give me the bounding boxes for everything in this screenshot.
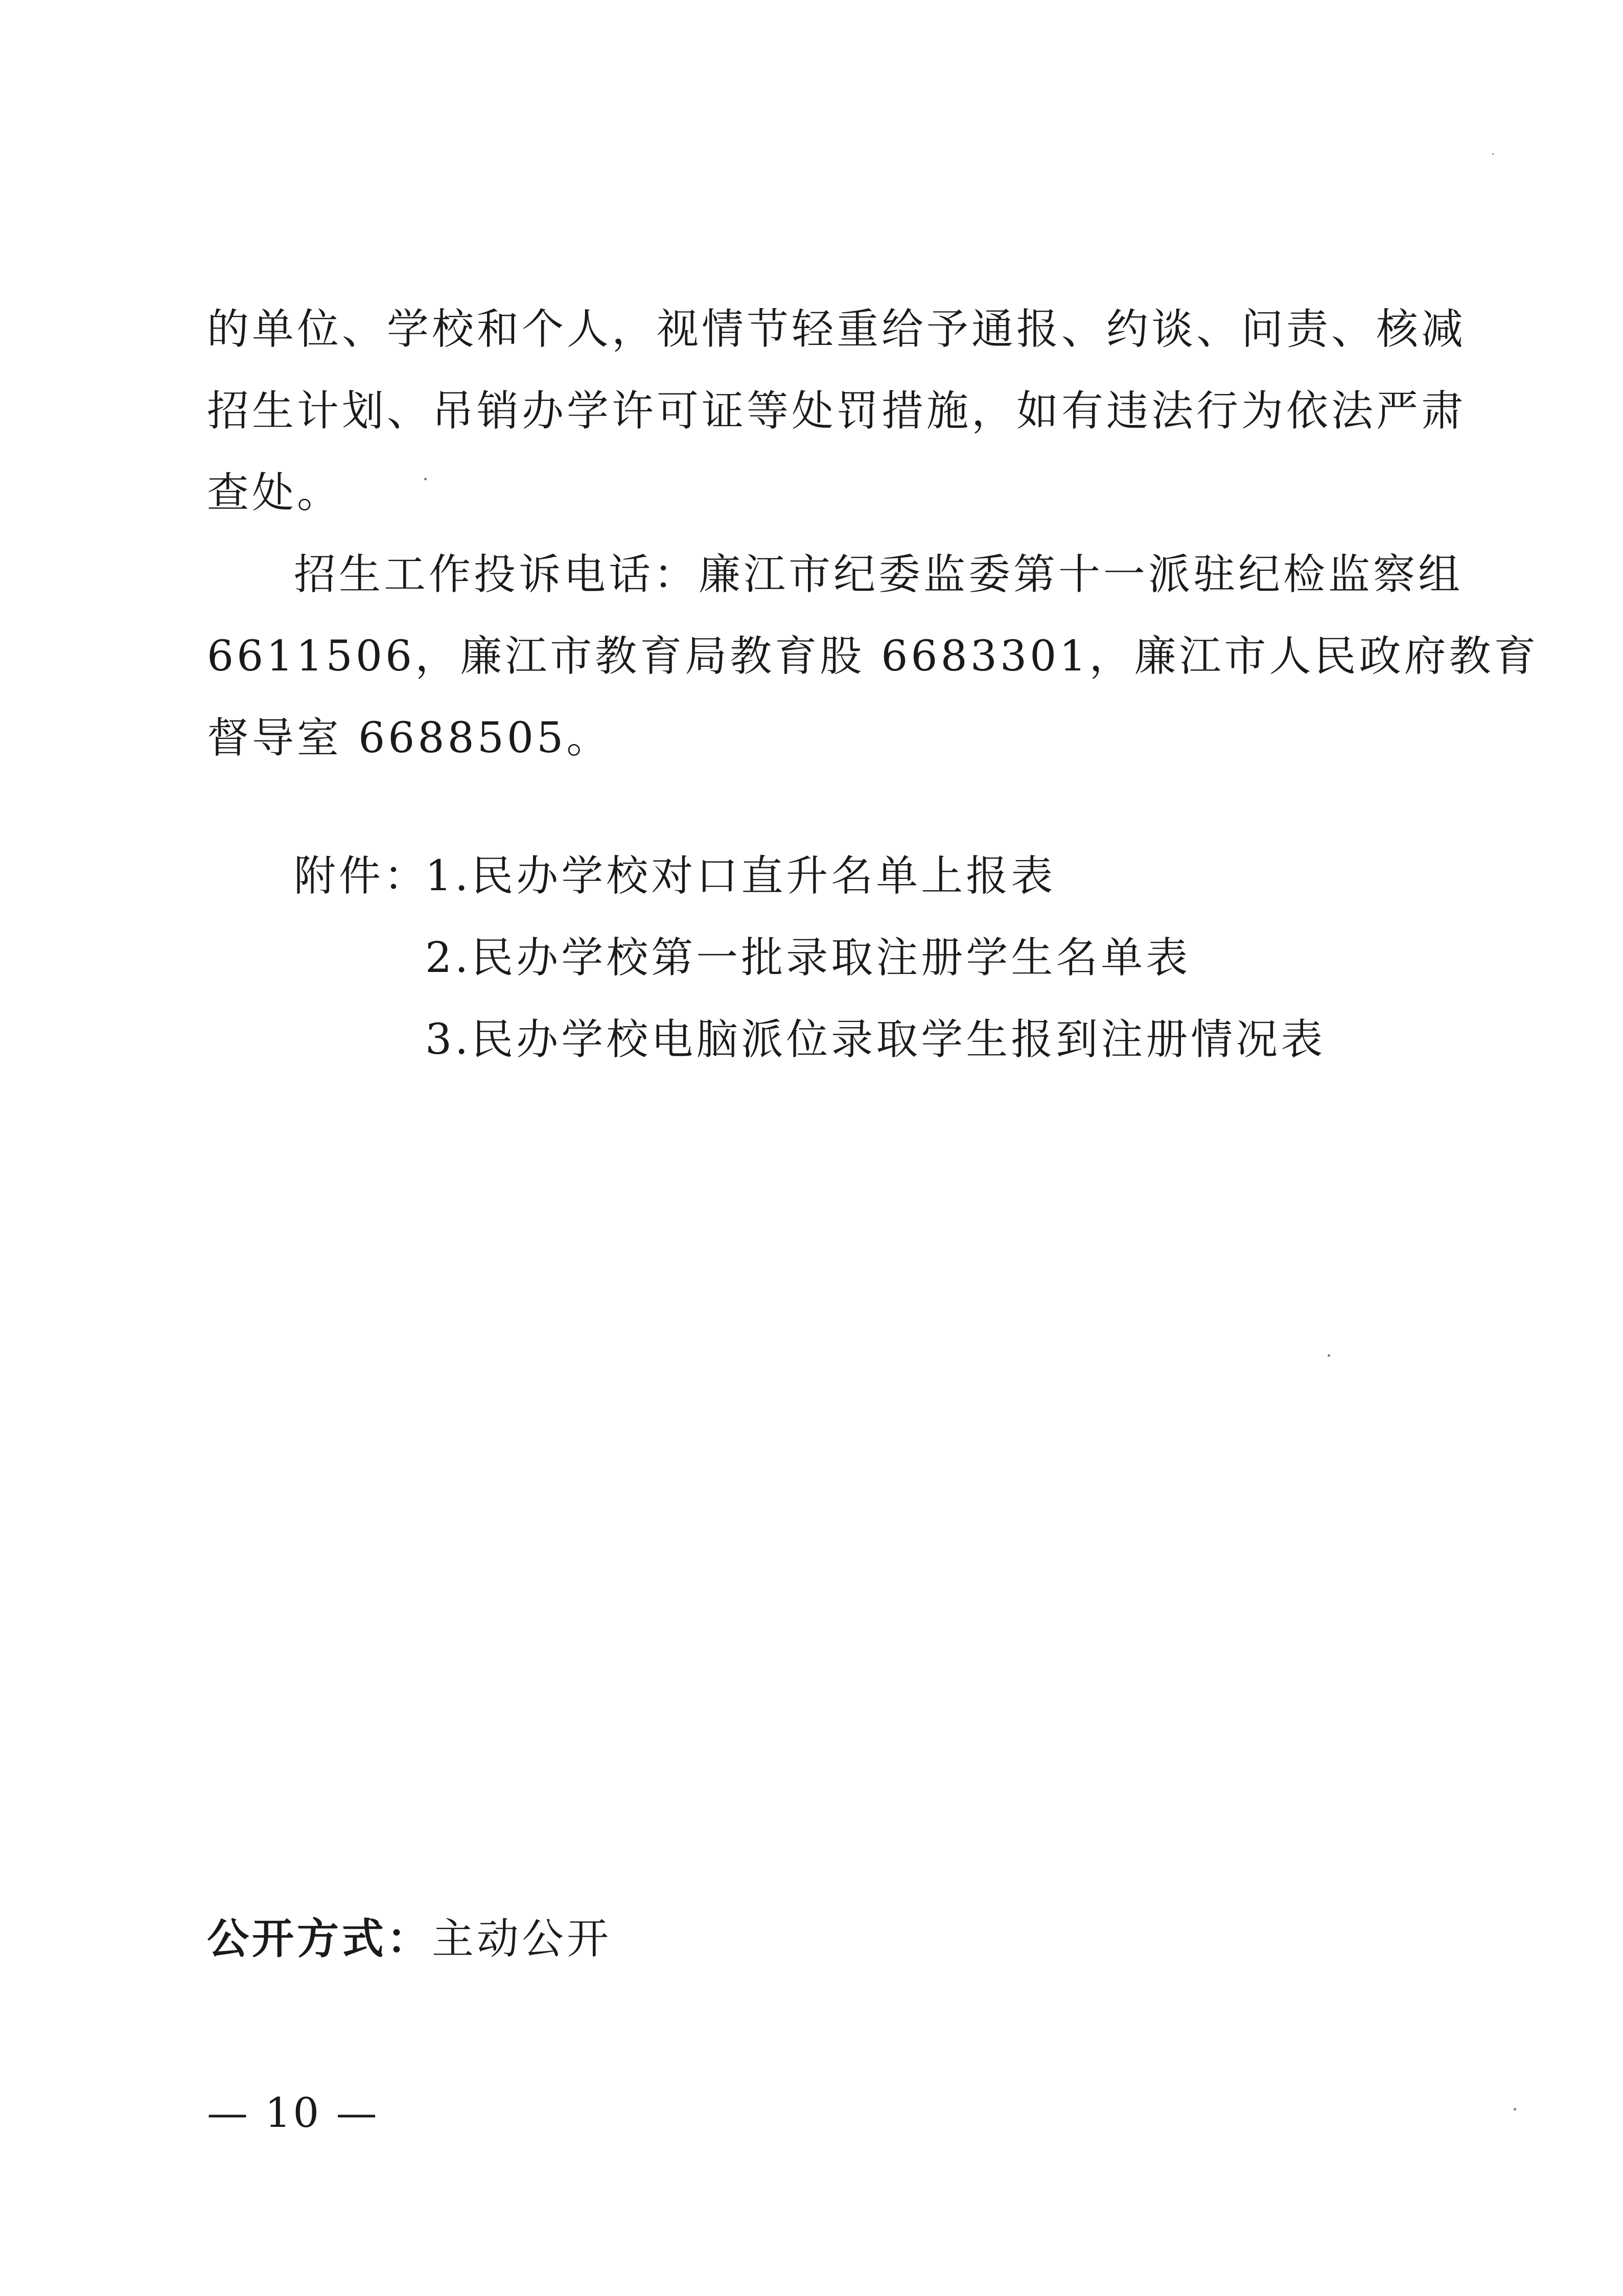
disclosure-method: [207, 1901, 612, 1978]
scan-speck: [1492, 153, 1494, 155]
attachments-label: 附件：: [294, 852, 429, 900]
attachment-item-3: 3.民办学校电脑派位录取学生报到注册情况表: [425, 1015, 1326, 1064]
paragraph-1-line-2: 招生计划、吊销办学许可证等处罚措施，如有违法行为依法严肃: [207, 387, 1467, 435]
scan-speck: [1514, 2108, 1516, 2111]
paragraph-2-line-2: 6611506，廉江市教育局教育股 6683301，廉江市人民政府教育: [207, 632, 1539, 681]
page-number: — 10 —: [207, 2089, 379, 2137]
disclosure-value: 主动公开: [432, 1915, 612, 1963]
paragraph-1-line-1: 的单位、学校和个人，视情节轻重给予通报、约谈、问责、核减: [207, 305, 1467, 354]
attachment-item-2: 2.民办学校第一批录取注册学生名单表: [425, 934, 1191, 982]
paragraph-2-line-1: 招生工作投诉电话：廉江市纪委监委第十一派驻纪检监察组: [294, 550, 1464, 599]
disclosure-label: 公开方式：: [207, 1915, 432, 1963]
scan-speck: [424, 478, 427, 480]
attachment-item-1: 1.民办学校对口直升名单上报表: [425, 852, 1056, 900]
paragraph-1-line-3: 查处。: [207, 469, 342, 517]
scan-speck: [1328, 1354, 1330, 1357]
paragraph-2-line-3: 督导室 6688505。: [207, 714, 612, 762]
